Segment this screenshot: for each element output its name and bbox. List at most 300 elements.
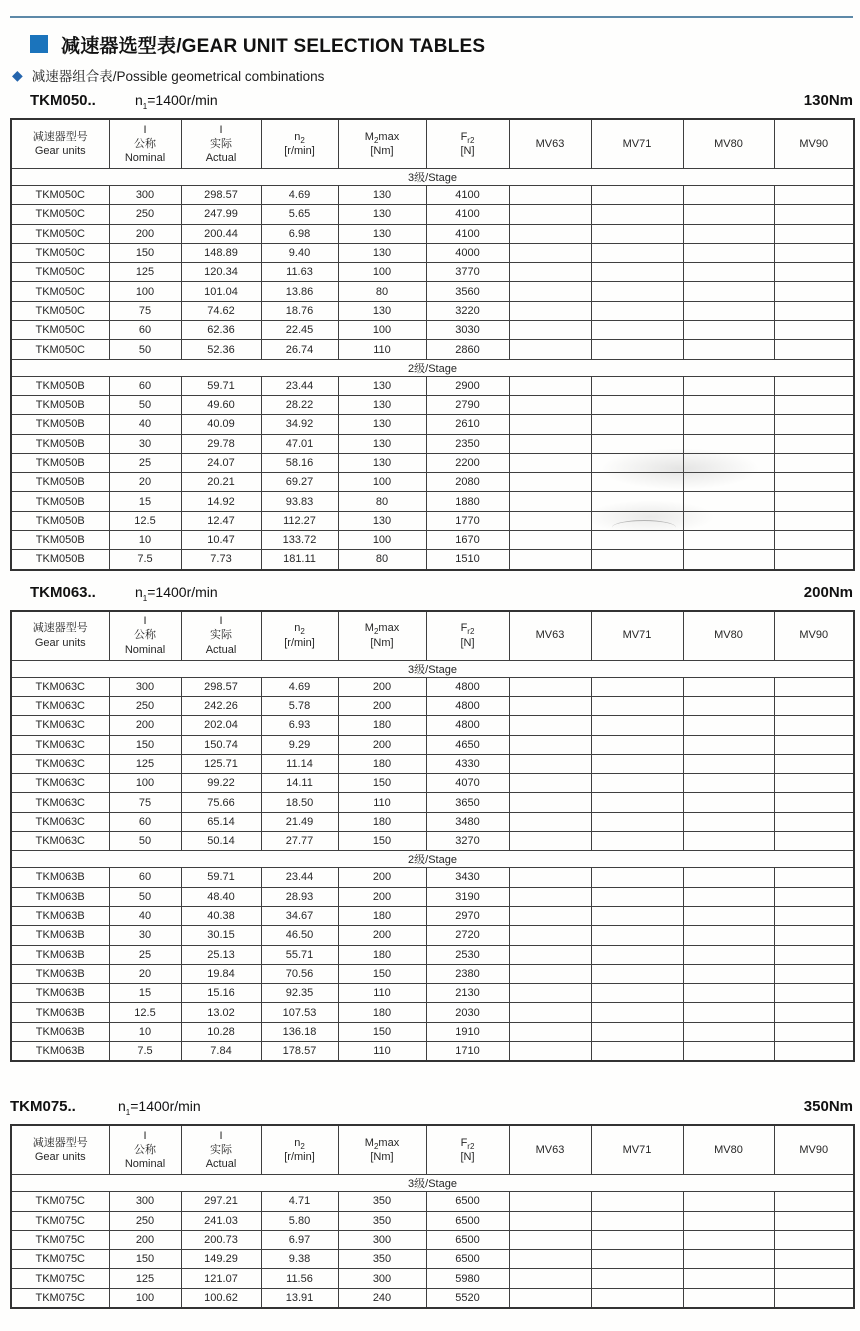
cell-mv80-empty — [683, 224, 774, 243]
cell-ratio-nominal: 15 — [109, 492, 181, 511]
cell-max-torque-m2max: 80 — [338, 282, 426, 301]
cell-ratio-nominal: 300 — [109, 186, 181, 205]
cell-output-speed-n2: 26.74 — [261, 340, 338, 359]
cell-gear-units: TKM063C — [11, 832, 109, 851]
cell-mv71-empty — [591, 395, 683, 414]
cell-ratio-nominal: 200 — [109, 224, 181, 243]
cell-mv90-empty — [774, 716, 854, 735]
stage-band-label: 2级/Stage — [11, 851, 854, 868]
page-subtitle-row — [12, 66, 853, 84]
cell-mv63-empty — [509, 282, 591, 301]
col-header-output-speed-n2: $n_2$ [r/min] — [261, 119, 338, 169]
cell-mv63-empty — [509, 1041, 591, 1061]
cell-ratio-nominal: 12.5 — [109, 1003, 181, 1022]
cell-mv71-empty — [591, 415, 683, 434]
page-subtitle: 减速器组合表/Possible geometrical combinations — [31, 69, 325, 84]
torque-rating: 130Nm — [803, 92, 853, 109]
cell-ratio-nominal: 60 — [109, 321, 181, 340]
cell-radial-force-fr2: 4330 — [426, 754, 509, 773]
cell-radial-force-fr2: 4800 — [426, 716, 509, 735]
table-row — [11, 984, 854, 1003]
cell-output-speed-n2: 4.71 — [261, 1192, 338, 1211]
cell-mv71-empty — [591, 224, 683, 243]
cell-radial-force-fr2: 6500 — [426, 1230, 509, 1249]
cell-radial-force-fr2: 3220 — [426, 301, 509, 320]
col-header-mv71: MV71 — [591, 611, 683, 661]
input-speed-label: $n_1=1400r/\min$ — [135, 583, 218, 603]
cell-output-speed-n2: 6.98 — [261, 224, 338, 243]
table-row — [11, 1269, 854, 1288]
cell-ratio-nominal: 60 — [109, 812, 181, 831]
cell-ratio-actual: 7.84 — [181, 1041, 261, 1061]
cell-output-speed-n2: 178.57 — [261, 1041, 338, 1061]
cell-mv80-empty — [683, 340, 774, 359]
scan-smudge — [612, 520, 676, 535]
cell-ratio-actual: 52.36 — [181, 340, 261, 359]
cell-output-speed-n2: 27.77 — [261, 832, 338, 851]
cell-gear-units: TKM050C — [11, 282, 109, 301]
cell-max-torque-m2max: 130 — [338, 243, 426, 262]
cell-gear-units: TKM050C — [11, 340, 109, 359]
cell-ratio-nominal: 75 — [109, 793, 181, 812]
cell-gear-units: TKM063B — [11, 868, 109, 887]
cell-ratio-actual: 12.47 — [181, 511, 261, 530]
cell-max-torque-m2max: 150 — [338, 832, 426, 851]
cell-ratio-actual: 74.62 — [181, 301, 261, 320]
cell-mv90-empty — [774, 945, 854, 964]
cell-radial-force-fr2: 4800 — [426, 696, 509, 715]
cell-gear-units: TKM050B — [11, 453, 109, 472]
cell-mv63-empty — [509, 243, 591, 262]
cell-max-torque-m2max: 130 — [338, 205, 426, 224]
cell-ratio-nominal: 50 — [109, 887, 181, 906]
col-header-mv63: MV63 — [509, 119, 591, 169]
cell-gear-units: TKM063C — [11, 735, 109, 754]
cell-max-torque-m2max: 240 — [338, 1288, 426, 1308]
table-row — [11, 812, 854, 831]
cell-mv90-empty — [774, 1022, 854, 1041]
cell-max-torque-m2max: 130 — [338, 415, 426, 434]
cell-max-torque-m2max: 110 — [338, 984, 426, 1003]
cell-radial-force-fr2: 5520 — [426, 1288, 509, 1308]
table-row — [11, 774, 854, 793]
col-header-mv63: MV63 — [509, 1125, 591, 1175]
cell-ratio-nominal: 125 — [109, 263, 181, 282]
cell-ratio-nominal: 7.5 — [109, 1041, 181, 1061]
col-header-output-speed-n2: $n_2$ [r/min] — [261, 611, 338, 661]
cell-mv63-empty — [509, 301, 591, 320]
cell-mv63-empty — [509, 453, 591, 472]
cell-mv63-empty — [509, 735, 591, 754]
stage-band-label: 3级/Stage — [11, 169, 854, 186]
cell-gear-units: TKM075C — [11, 1269, 109, 1288]
stage-band-row — [11, 169, 854, 186]
table-row — [11, 1250, 854, 1269]
cell-mv71-empty — [591, 550, 683, 570]
col-header-mv63: MV63 — [509, 611, 591, 661]
cell-gear-units: TKM063B — [11, 1022, 109, 1041]
cell-mv90-empty — [774, 340, 854, 359]
cell-radial-force-fr2: 3650 — [426, 793, 509, 812]
cell-ratio-actual: 202.04 — [181, 716, 261, 735]
stage-band-row — [11, 851, 854, 868]
selection-table-tkm063 — [10, 610, 855, 1063]
cell-radial-force-fr2: 3480 — [426, 812, 509, 831]
blue-diamond-bullet-icon: ◆ — [12, 67, 23, 83]
table-row — [11, 945, 854, 964]
table-row — [11, 511, 854, 530]
cell-ratio-actual: 101.04 — [181, 282, 261, 301]
cell-ratio-nominal: 15 — [109, 984, 181, 1003]
cell-radial-force-fr2: 1880 — [426, 492, 509, 511]
table-row — [11, 1041, 854, 1061]
cell-mv90-empty — [774, 282, 854, 301]
cell-radial-force-fr2: 3190 — [426, 887, 509, 906]
table-row — [11, 492, 854, 511]
table-row — [11, 263, 854, 282]
cell-ratio-actual: 297.21 — [181, 1192, 261, 1211]
cell-mv71-empty — [591, 945, 683, 964]
cell-ratio-nominal: 100 — [109, 774, 181, 793]
col-header-radial-force-fr2: $F_{r2}$ [N] — [426, 1125, 509, 1175]
table-row — [11, 395, 854, 414]
cell-mv80-empty — [683, 415, 774, 434]
stage-band-label: 2级/Stage — [11, 359, 854, 376]
cell-gear-units: TKM050B — [11, 550, 109, 570]
cell-ratio-nominal: 20 — [109, 473, 181, 492]
col-header-output-speed-n2: $n_2$ [r/min] — [261, 1125, 338, 1175]
cell-mv90-empty — [774, 964, 854, 983]
cell-ratio-nominal: 150 — [109, 1250, 181, 1269]
cell-ratio-actual: 242.26 — [181, 696, 261, 715]
cell-gear-units: TKM075C — [11, 1192, 109, 1211]
cell-mv71-empty — [591, 868, 683, 887]
cell-mv71-empty — [591, 1230, 683, 1249]
cell-ratio-actual: 15.16 — [181, 984, 261, 1003]
cell-mv63-empty — [509, 1022, 591, 1041]
cell-max-torque-m2max: 180 — [338, 754, 426, 773]
cell-mv80-empty — [683, 376, 774, 395]
cell-gear-units: TKM063B — [11, 906, 109, 925]
cell-mv71-empty — [591, 1269, 683, 1288]
table-row — [11, 186, 854, 205]
cell-gear-units: TKM050B — [11, 395, 109, 414]
cell-ratio-actual: 241.03 — [181, 1211, 261, 1230]
cell-max-torque-m2max: 200 — [338, 887, 426, 906]
col-header-mv90: MV90 — [774, 119, 854, 169]
cell-gear-units: TKM075C — [11, 1250, 109, 1269]
cell-gear-units: TKM063C — [11, 793, 109, 812]
cell-max-torque-m2max: 200 — [338, 926, 426, 945]
cell-mv71-empty — [591, 1211, 683, 1230]
cell-gear-units: TKM063B — [11, 887, 109, 906]
cell-max-torque-m2max: 350 — [338, 1211, 426, 1230]
cell-mv90-empty — [774, 1230, 854, 1249]
cell-output-speed-n2: 181.11 — [261, 550, 338, 570]
cell-max-torque-m2max: 80 — [338, 550, 426, 570]
table-row — [11, 301, 854, 320]
cell-radial-force-fr2: 6500 — [426, 1250, 509, 1269]
cell-ratio-actual: 49.60 — [181, 395, 261, 414]
cell-mv71-empty — [591, 243, 683, 262]
cell-radial-force-fr2: 3430 — [426, 868, 509, 887]
cell-mv71-empty — [591, 186, 683, 205]
cell-max-torque-m2max: 300 — [338, 1230, 426, 1249]
cell-ratio-actual: 100.62 — [181, 1288, 261, 1308]
cell-output-speed-n2: 5.65 — [261, 205, 338, 224]
cell-ratio-actual: 19.84 — [181, 964, 261, 983]
cell-max-torque-m2max: 350 — [338, 1192, 426, 1211]
cell-mv71-empty — [591, 1041, 683, 1061]
cell-gear-units: TKM050B — [11, 511, 109, 530]
table-row — [11, 243, 854, 262]
table-header-row — [11, 1125, 854, 1175]
cell-radial-force-fr2: 3560 — [426, 282, 509, 301]
cell-mv63-empty — [509, 395, 591, 414]
table-row — [11, 282, 854, 301]
cell-mv71-empty — [591, 716, 683, 735]
cell-output-speed-n2: 5.78 — [261, 696, 338, 715]
cell-radial-force-fr2: 2380 — [426, 964, 509, 983]
cell-max-torque-m2max: 180 — [338, 716, 426, 735]
cell-mv80-empty — [683, 282, 774, 301]
cell-gear-units: TKM050B — [11, 492, 109, 511]
cell-mv90-empty — [774, 321, 854, 340]
col-header-radial-force-fr2: $F_{r2}$ [N] — [426, 119, 509, 169]
cell-mv80-empty — [683, 887, 774, 906]
cell-mv80-empty — [683, 677, 774, 696]
col-header-ratio-actual: I 实际 Actual — [181, 119, 261, 169]
cell-radial-force-fr2: 6500 — [426, 1192, 509, 1211]
cell-ratio-actual: 150.74 — [181, 735, 261, 754]
cell-mv71-empty — [591, 906, 683, 925]
cell-gear-units: TKM063C — [11, 696, 109, 715]
cell-radial-force-fr2: 6500 — [426, 1211, 509, 1230]
cell-mv90-empty — [774, 696, 854, 715]
table-row — [11, 340, 854, 359]
cell-ratio-nominal: 300 — [109, 1192, 181, 1211]
cell-mv90-empty — [774, 735, 854, 754]
cell-ratio-actual: 148.89 — [181, 243, 261, 262]
cell-ratio-nominal: 60 — [109, 868, 181, 887]
cell-radial-force-fr2: 4650 — [426, 735, 509, 754]
cell-output-speed-n2: 4.69 — [261, 186, 338, 205]
cell-max-torque-m2max: 110 — [338, 340, 426, 359]
cell-mv71-empty — [591, 754, 683, 773]
cell-ratio-actual: 40.09 — [181, 415, 261, 434]
cell-mv90-empty — [774, 1269, 854, 1288]
cell-max-torque-m2max: 80 — [338, 492, 426, 511]
table-row — [11, 224, 854, 243]
col-header-gear-units: 减速器型号 Gear units — [11, 119, 109, 169]
table-row — [11, 531, 854, 550]
torque-rating: 350Nm — [803, 1098, 853, 1116]
table-row — [11, 205, 854, 224]
col-header-max-torque-m2max: $M_2\max$ [Nm] — [338, 611, 426, 661]
cell-radial-force-fr2: 1770 — [426, 511, 509, 530]
cell-output-speed-n2: 133.72 — [261, 531, 338, 550]
cell-mv80-empty — [683, 926, 774, 945]
cell-mv80-empty — [683, 774, 774, 793]
cell-mv80-empty — [683, 1192, 774, 1211]
stage-band-row — [11, 359, 854, 376]
table-row — [11, 1003, 854, 1022]
cell-output-speed-n2: 6.97 — [261, 1230, 338, 1249]
cell-ratio-actual: 25.13 — [181, 945, 261, 964]
cell-radial-force-fr2: 2030 — [426, 1003, 509, 1022]
cell-radial-force-fr2: 3270 — [426, 832, 509, 851]
cell-output-speed-n2: 21.49 — [261, 812, 338, 831]
stage-band-row — [11, 660, 854, 677]
cell-mv63-empty — [509, 906, 591, 925]
col-header-mv80: MV80 — [683, 119, 774, 169]
cell-mv90-empty — [774, 453, 854, 472]
cell-ratio-nominal: 50 — [109, 340, 181, 359]
col-header-radial-force-fr2: $F_{r2}$ [N] — [426, 611, 509, 661]
cell-mv71-empty — [591, 696, 683, 715]
cell-mv90-empty — [774, 205, 854, 224]
col-header-gear-units: 减速器型号 Gear units — [11, 611, 109, 661]
cell-mv80-empty — [683, 754, 774, 773]
cell-ratio-actual: 247.99 — [181, 205, 261, 224]
cell-mv71-empty — [591, 205, 683, 224]
cell-mv63-empty — [509, 492, 591, 511]
cell-gear-units: TKM075C — [11, 1288, 109, 1308]
cell-ratio-actual: 65.14 — [181, 812, 261, 831]
page-title-row — [30, 33, 853, 55]
table-row — [11, 793, 854, 812]
cell-mv90-empty — [774, 1250, 854, 1269]
cell-radial-force-fr2: 4100 — [426, 186, 509, 205]
cell-gear-units: TKM063B — [11, 1041, 109, 1061]
cell-max-torque-m2max: 180 — [338, 812, 426, 831]
table-header-row — [11, 119, 854, 169]
col-header-mv71: MV71 — [591, 1125, 683, 1175]
cell-ratio-actual: 200.44 — [181, 224, 261, 243]
cell-mv90-empty — [774, 754, 854, 773]
cell-output-speed-n2: 22.45 — [261, 321, 338, 340]
cell-radial-force-fr2: 4100 — [426, 224, 509, 243]
cell-radial-force-fr2: 2530 — [426, 945, 509, 964]
cell-mv63-empty — [509, 696, 591, 715]
cell-ratio-actual: 30.15 — [181, 926, 261, 945]
cell-mv90-empty — [774, 1288, 854, 1308]
cell-ratio-actual: 62.36 — [181, 321, 261, 340]
col-header-mv90: MV90 — [774, 611, 854, 661]
cell-max-torque-m2max: 350 — [338, 1250, 426, 1269]
cell-output-speed-n2: 14.11 — [261, 774, 338, 793]
cell-ratio-actual: 59.71 — [181, 868, 261, 887]
col-header-ratio-nominal: I 公称 Nominal — [109, 1125, 181, 1175]
cell-output-speed-n2: 11.56 — [261, 1269, 338, 1288]
cell-ratio-actual: 24.07 — [181, 453, 261, 472]
cell-mv63-empty — [509, 376, 591, 395]
cell-mv80-empty — [683, 263, 774, 282]
cell-mv90-empty — [774, 243, 854, 262]
cell-radial-force-fr2: 2790 — [426, 395, 509, 414]
cell-output-speed-n2: 107.53 — [261, 1003, 338, 1022]
cell-ratio-actual: 48.40 — [181, 887, 261, 906]
section-model: TKM075.. — [10, 1098, 76, 1116]
cell-mv80-empty — [683, 984, 774, 1003]
cell-output-speed-n2: 70.56 — [261, 964, 338, 983]
cell-gear-units: TKM075C — [11, 1211, 109, 1230]
col-header-mv80: MV80 — [683, 1125, 774, 1175]
cell-output-speed-n2: 5.80 — [261, 1211, 338, 1230]
table-row — [11, 754, 854, 773]
scan-smudge — [600, 448, 760, 490]
cell-max-torque-m2max: 180 — [338, 1003, 426, 1022]
page-content — [10, 16, 853, 1309]
cell-mv80-empty — [683, 1211, 774, 1230]
cell-gear-units: TKM050C — [11, 243, 109, 262]
cell-output-speed-n2: 18.76 — [261, 301, 338, 320]
cell-max-torque-m2max: 100 — [338, 473, 426, 492]
cell-mv63-empty — [509, 812, 591, 831]
stage-band-label: 3级/Stage — [11, 1175, 854, 1192]
stage-band-label: 3级/Stage — [11, 660, 854, 677]
cell-mv80-empty — [683, 321, 774, 340]
cell-gear-units: TKM063B — [11, 984, 109, 1003]
cell-ratio-nominal: 10 — [109, 1022, 181, 1041]
cell-mv80-empty — [683, 716, 774, 735]
cell-radial-force-fr2: 4000 — [426, 243, 509, 262]
cell-ratio-nominal: 125 — [109, 754, 181, 773]
cell-gear-units: TKM050B — [11, 473, 109, 492]
cell-mv63-empty — [509, 887, 591, 906]
cell-gear-units: TKM050B — [11, 376, 109, 395]
cell-mv63-empty — [509, 186, 591, 205]
cell-radial-force-fr2: 1510 — [426, 550, 509, 570]
col-header-ratio-nominal: I 公称 Nominal — [109, 119, 181, 169]
cell-mv63-empty — [509, 434, 591, 453]
col-header-mv71: MV71 — [591, 119, 683, 169]
cell-mv63-empty — [509, 984, 591, 1003]
cell-mv90-empty — [774, 1003, 854, 1022]
cell-radial-force-fr2: 4100 — [426, 205, 509, 224]
cell-mv71-empty — [591, 340, 683, 359]
cell-mv71-empty — [591, 1022, 683, 1041]
cell-output-speed-n2: 18.50 — [261, 793, 338, 812]
cell-max-torque-m2max: 130 — [338, 376, 426, 395]
table-header-row — [11, 611, 854, 661]
table-row — [11, 1211, 854, 1230]
cell-mv63-empty — [509, 531, 591, 550]
cell-mv80-empty — [683, 205, 774, 224]
cell-max-torque-m2max: 130 — [338, 434, 426, 453]
cell-mv90-empty — [774, 186, 854, 205]
cell-ratio-nominal: 100 — [109, 282, 181, 301]
cell-mv71-empty — [591, 1192, 683, 1211]
cell-output-speed-n2: 93.83 — [261, 492, 338, 511]
cell-ratio-nominal: 75 — [109, 301, 181, 320]
table-row — [11, 868, 854, 887]
cell-mv80-empty — [683, 964, 774, 983]
section-header-tkm075 — [10, 1098, 853, 1118]
blue-square-bullet-icon — [30, 35, 48, 53]
cell-mv90-empty — [774, 395, 854, 414]
cell-mv63-empty — [509, 473, 591, 492]
cell-mv71-empty — [591, 301, 683, 320]
input-speed-label: $n_1=1400r/\min$ — [118, 1098, 201, 1118]
cell-mv71-empty — [591, 263, 683, 282]
cell-output-speed-n2: 112.27 — [261, 511, 338, 530]
cell-max-torque-m2max: 180 — [338, 906, 426, 925]
cell-mv80-empty — [683, 812, 774, 831]
cell-mv80-empty — [683, 1230, 774, 1249]
cell-gear-units: TKM050C — [11, 301, 109, 320]
cell-mv90-empty — [774, 812, 854, 831]
